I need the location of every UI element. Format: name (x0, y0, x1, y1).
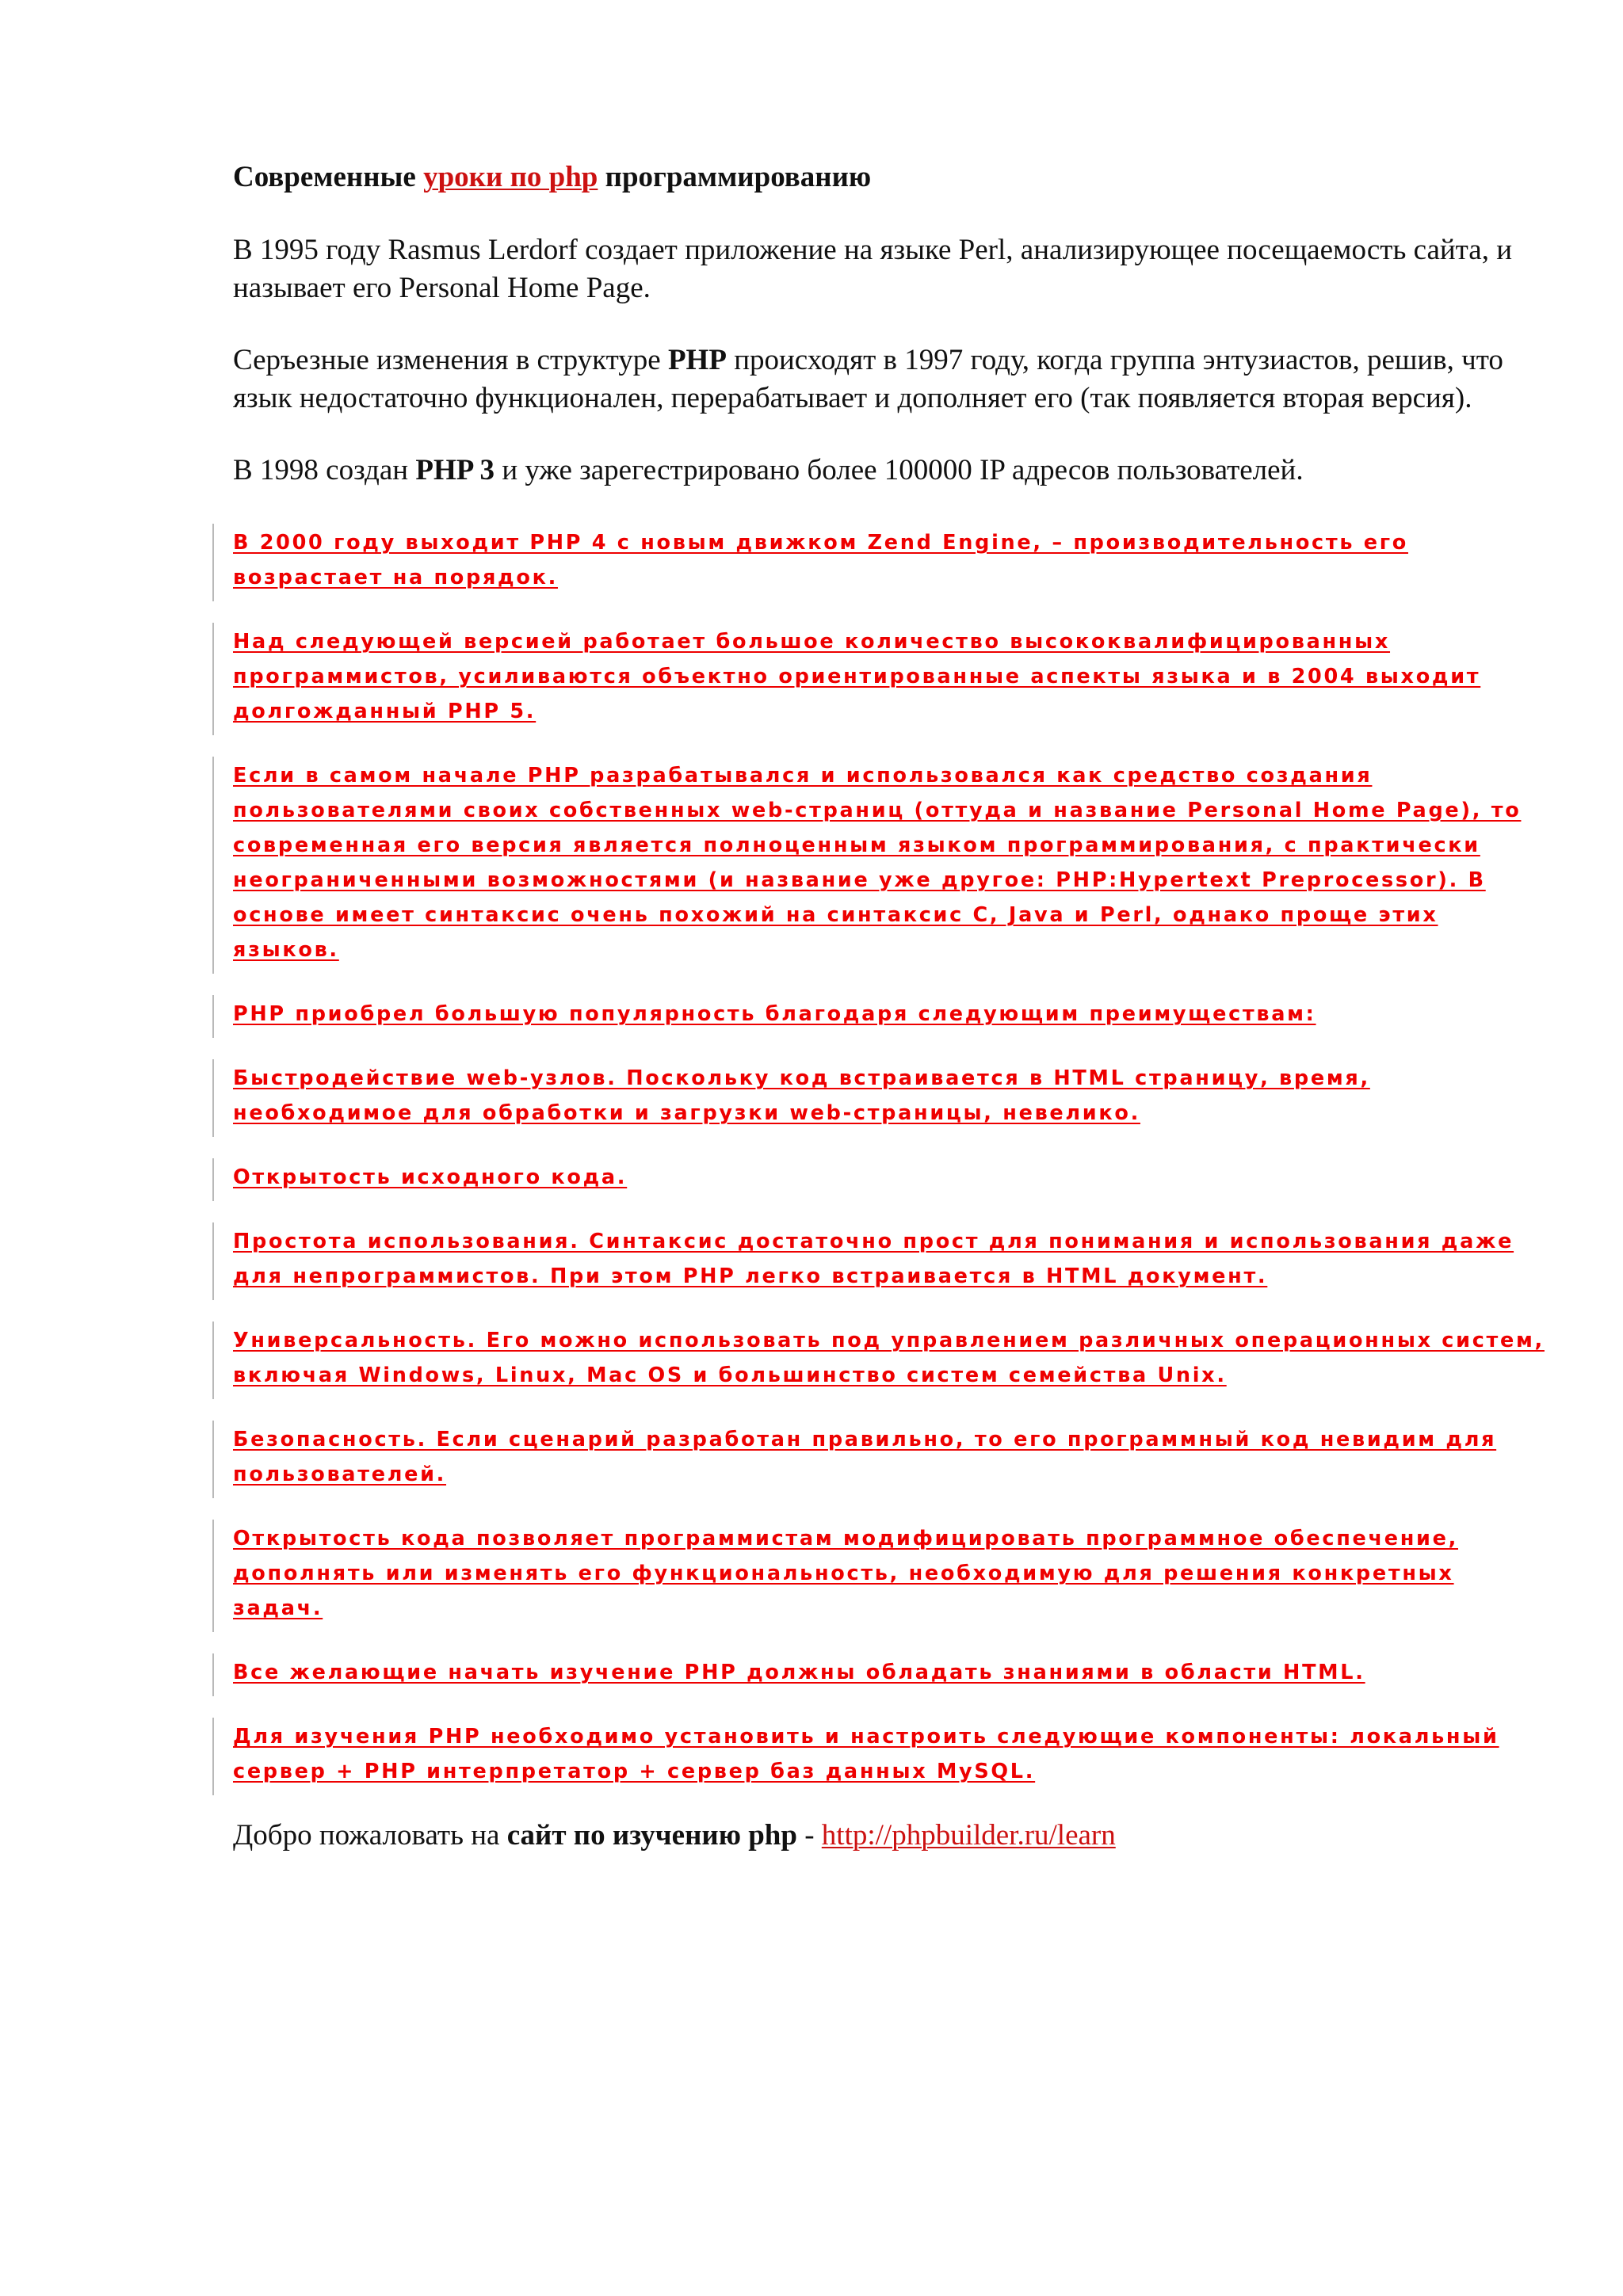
highlighted-paragraph: Если в самом начале PHP разрабатывался и использовался как средство создания пользователями своих собственных web-страниц (оттуда и название Personal Home Page), то современная его версия является полноценным языком программирования, с практически неограниченными возможностями (и название уже другое: PHP:Hypertext Preprocessor). В основе имеет синтаксис очень похожий на синтаксис C, Java и Perl, однако проще этих языков. (233, 757, 1549, 967)
title-link[interactable]: уроки по php (423, 161, 598, 193)
footer-line (233, 1817, 1549, 1855)
paragraph-1997-bold: PHP (667, 344, 727, 376)
paragraph-1998-bold: PHP 3 (415, 454, 495, 486)
title-prefix: Современные (233, 161, 424, 193)
highlighted-paragraph: Универсальность. Его можно использовать под управлением различных операционных систем, включая Windows, Linux, Mac OS и большинство систем семейства Unix. (233, 1322, 1549, 1393)
paragraph-1997-text-end: происходят в 1997 году, когда группа энтузиастов, решив, что язык недостаточно функционален, перерабатывает и дополняет его (так появляется вторая версия). (233, 344, 1503, 414)
highlighted-paragraph: Открытость кода позволяет программистам модифицировать программное обеспечение, дополнять или изменять его функциональность, необходимую для решения конкретных задач. (233, 1520, 1549, 1626)
footer-bold: сайт по изучению php (506, 1819, 797, 1852)
document-content (233, 158, 1549, 1889)
highlighted-paragraph: Для изучения PHP необходимо установить и настроить следующие компоненты: локальный сервер + PHP интерпретатор + сервер баз данных MySQL. (233, 1718, 1549, 1789)
highlighted-paragraph: Над следующей версией работает большое количество высококвалифицированных программистов, усиливаются объектно ориентированные аспекты языка и в 2004 выходит долгожданный PHP 5. (233, 623, 1549, 729)
footer-link[interactable]: http://phpbuilder.ru/learn (821, 1819, 1116, 1852)
paragraph-1998 (233, 452, 1549, 490)
highlighted-paragraph: Простота использования. Синтаксис достаточно прост для понимания и использования даже для непрограммистов. При этом PHP легко встраивается в HTML документ. (233, 1222, 1549, 1294)
paragraph-1998-text: В 1998 создан (233, 454, 416, 486)
highlighted-paragraph: Быстродействие web-узлов. Поскольку код встраивается в HTML страницу, время, необходимое для обработки и загрузки web-страницы, невелико. (233, 1059, 1549, 1131)
footer-text: Добро пожаловать на (233, 1819, 507, 1852)
title-suffix: программированию (598, 161, 872, 193)
highlighted-paragraphs (233, 524, 1549, 1789)
footer-dash: - (796, 1819, 822, 1852)
paragraph-1997 (233, 341, 1549, 418)
highlighted-paragraph: Безопасность. Если сценарий разработан правильно, то его программный код невидим для пользователей. (233, 1421, 1549, 1492)
paragraph-1997-text: Серъезные изменения в структуре (233, 344, 668, 376)
highlighted-paragraph: Открытость исходного кода. (233, 1158, 1549, 1195)
document-title (233, 158, 1549, 196)
highlighted-paragraph: Все желающие начать изучение PHP должны обладать знаниями в области HTML. (233, 1653, 1549, 1690)
paragraph-1998-text-end: и уже зарегестрировано более 100000 IP адресов пользователей. (495, 454, 1304, 486)
highlighted-paragraph: PHP приобрел большую популярность благодаря следующим преимуществам: (233, 995, 1549, 1032)
paragraph-1995: В 1995 году Rasmus Lerdorf создает приложение на языке Perl, анализирующее посещаемость сайта, и называет его Personal Home Page. (233, 234, 1513, 304)
highlighted-paragraph: В 2000 году выходит PHP 4 с новым движком Zend Engine, – производительность его возрастает на порядок. (233, 524, 1549, 595)
